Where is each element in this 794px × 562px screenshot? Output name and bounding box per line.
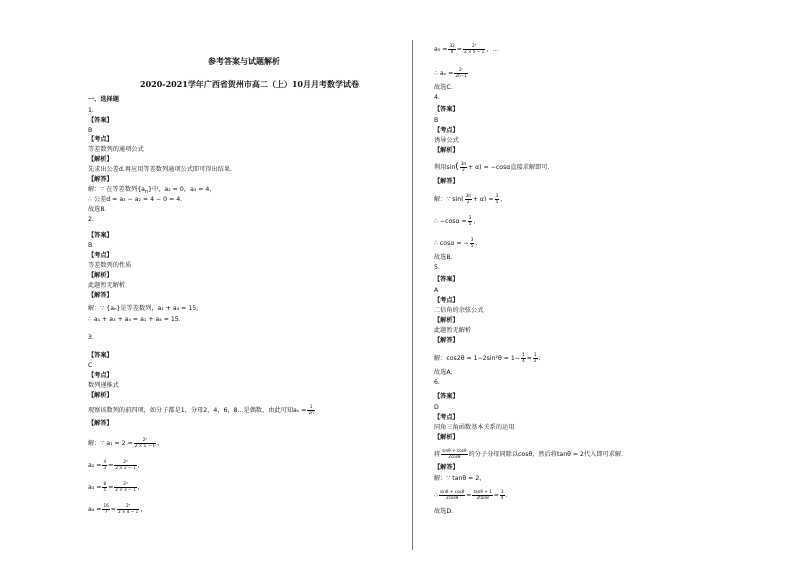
conclusion: 故选B． [434, 254, 457, 261]
solution-line: ∴ $\frac{\sin\theta + \cos\theta}{2\cos\theta}$ = $\frac{\tan\theta + 1}{2\tan\theta}$ = $\frac{3}{4}$ . [434, 489, 508, 500]
question-number: 6. [434, 379, 440, 386]
question-number: 2. [88, 216, 94, 223]
topic-text: 等差数列的性质 [88, 262, 132, 269]
answer-value: A [434, 287, 439, 294]
answer-value: B [88, 127, 93, 134]
answer-value: B [434, 117, 439, 124]
topic-label: 【考点】 [434, 414, 459, 421]
conclusion: 故选D． [434, 508, 458, 515]
answer-label: 【答案】 [434, 393, 459, 400]
question-number: 5. [434, 264, 440, 271]
answer-label: 【答案】 [434, 276, 459, 283]
analysis-text: 观察该数列的前四项，如分子都是1，分母2，4，6，8...是偶数，由此可知aₙ = $\frac{1}{2n}$ [88, 404, 314, 415]
answer-label: 【答案】 [434, 106, 459, 113]
solution-label: 【解答】 [434, 337, 459, 344]
analysis-text: 利用sin( $\frac{3\pi}{2}$ + α) = −cosα直接求解即可. [434, 161, 550, 172]
topic-text: 二倍角的余弦公式 [434, 307, 484, 314]
answer-value: B [88, 242, 93, 249]
solution-label: 【解答】 [434, 464, 459, 471]
solution-line: ∴ a₁ + a₃ + a₄ = a₁ + a₄ = 15． [88, 316, 185, 323]
solution-line: ∴ 公差d = a₃ − a₂ = 4 − 0 = 4. [88, 196, 183, 203]
topic-label: 【考点】 [88, 372, 113, 379]
analysis-label: 【解析】 [434, 434, 459, 441]
topic-label: 【考点】 [434, 127, 459, 134]
page-title: 参考答案与试题解析 [208, 56, 280, 66]
solution-line: 解：∵ a₁ = 2 = $\frac{\text{2²}}{2 \times 1 - 1}$ ， [88, 437, 164, 448]
topic-label: 【考点】 [88, 136, 113, 143]
analysis-text: 将 $\frac{\sin\theta + \cos\theta}{2\cos\theta}$ 的分子分母同除以cosθ，然后将tanθ = 2代入即可求解. [434, 448, 624, 459]
topic-label: 【考点】 [88, 252, 113, 259]
conclusion: 故选B． [88, 206, 111, 213]
analysis-label: 【解析】 [88, 392, 113, 399]
solution-line: 解：∵ sin( $\frac{3\pi}{2}$ + α) = $\frac{3}{5}$ ， [434, 193, 507, 204]
solution-line: a₅ = $\frac{32}{9}$ = $\frac{\text{2⁶}}{2 \times 5 - 1}$ ，... [434, 43, 499, 54]
solution-line: 解：cos2θ = 1−2sin²θ = 1− $\frac{1}{4}$ = $\frac{1}{2}$ . [434, 352, 541, 363]
solution-line: ∴ aₙ = $\frac{\text{2ⁿ}}{2n-1}$ [434, 67, 467, 78]
conclusion: 故选C． [434, 84, 457, 91]
solution-line: ∴ cosα = − $\frac{3}{5}$ . [434, 237, 478, 248]
answer-label: 【答案】 [88, 117, 113, 124]
solution-line: ∴ −cosα = $\frac{3}{5}$ ， [434, 215, 480, 226]
solution-line: a₄ = $\frac{16}{7}$ = $\frac{\text{2⁵}}{2 \times 4 - 1}$ ， [88, 503, 147, 514]
section-heading: 一、选择题 [88, 96, 119, 103]
answer-label: 【答案】 [88, 232, 113, 239]
solution-line: 解：∵ 在等差数列$\{a_n\}$中，a₂ = 0，a₃ = 4， [88, 186, 216, 196]
solution-label: 【解答】 [434, 178, 459, 185]
topic-text: 等差数列的通项公式 [88, 146, 144, 153]
answer-label: 【答案】 [88, 352, 113, 359]
question-number: 3. [88, 334, 94, 341]
column-divider [412, 40, 413, 550]
topic-text: 诱导公式 [434, 137, 459, 144]
topic-text: 数列递推式 [88, 382, 119, 389]
analysis-label: 【解析】 [88, 272, 113, 279]
analysis-label: 【解析】 [88, 156, 113, 163]
exam-title: 2020-2021学年广西省贺州市高二（上）10月月考数学试卷 [140, 79, 359, 89]
analysis-text: 此题暂无解析 [88, 282, 126, 289]
analysis-label: 【解析】 [434, 317, 459, 324]
solution-label: 【解答】 [88, 420, 113, 427]
question-number: 1. [88, 107, 94, 114]
solution-line: a₃ = $\frac{8}{5}$ = $\frac{\text{2⁴}}{2 \times 3 - 1}$ ， [88, 481, 144, 492]
solution-line: 解：∵ {aₙ}是等差数列，a₁ + a₄ = 15， [88, 305, 203, 312]
answer-value: C [88, 362, 93, 369]
question-number: 4. [434, 94, 440, 101]
answer-value: D [434, 404, 439, 411]
solution-label: 【解答】 [88, 292, 113, 299]
topic-label: 【考点】 [434, 297, 459, 304]
topic-text: 同角三角函数基本关系的运用 [434, 424, 515, 431]
solution-line: 解：∵ tanθ = 2， [434, 475, 486, 482]
analysis-label: 【解析】 [434, 147, 459, 154]
analysis-text: 先求出公差d,再应用等差数列通项公式即可得出结果. [88, 166, 232, 173]
solution-label: 【解答】 [88, 176, 113, 183]
analysis-text: 此题暂无解析 [434, 327, 472, 334]
conclusion: 故选A． [434, 369, 457, 376]
solution-line: a₂ = $\frac{4}{3}$ = $\frac{\text{2³}}{2 \times 2 - 1}$ ， [88, 459, 144, 470]
